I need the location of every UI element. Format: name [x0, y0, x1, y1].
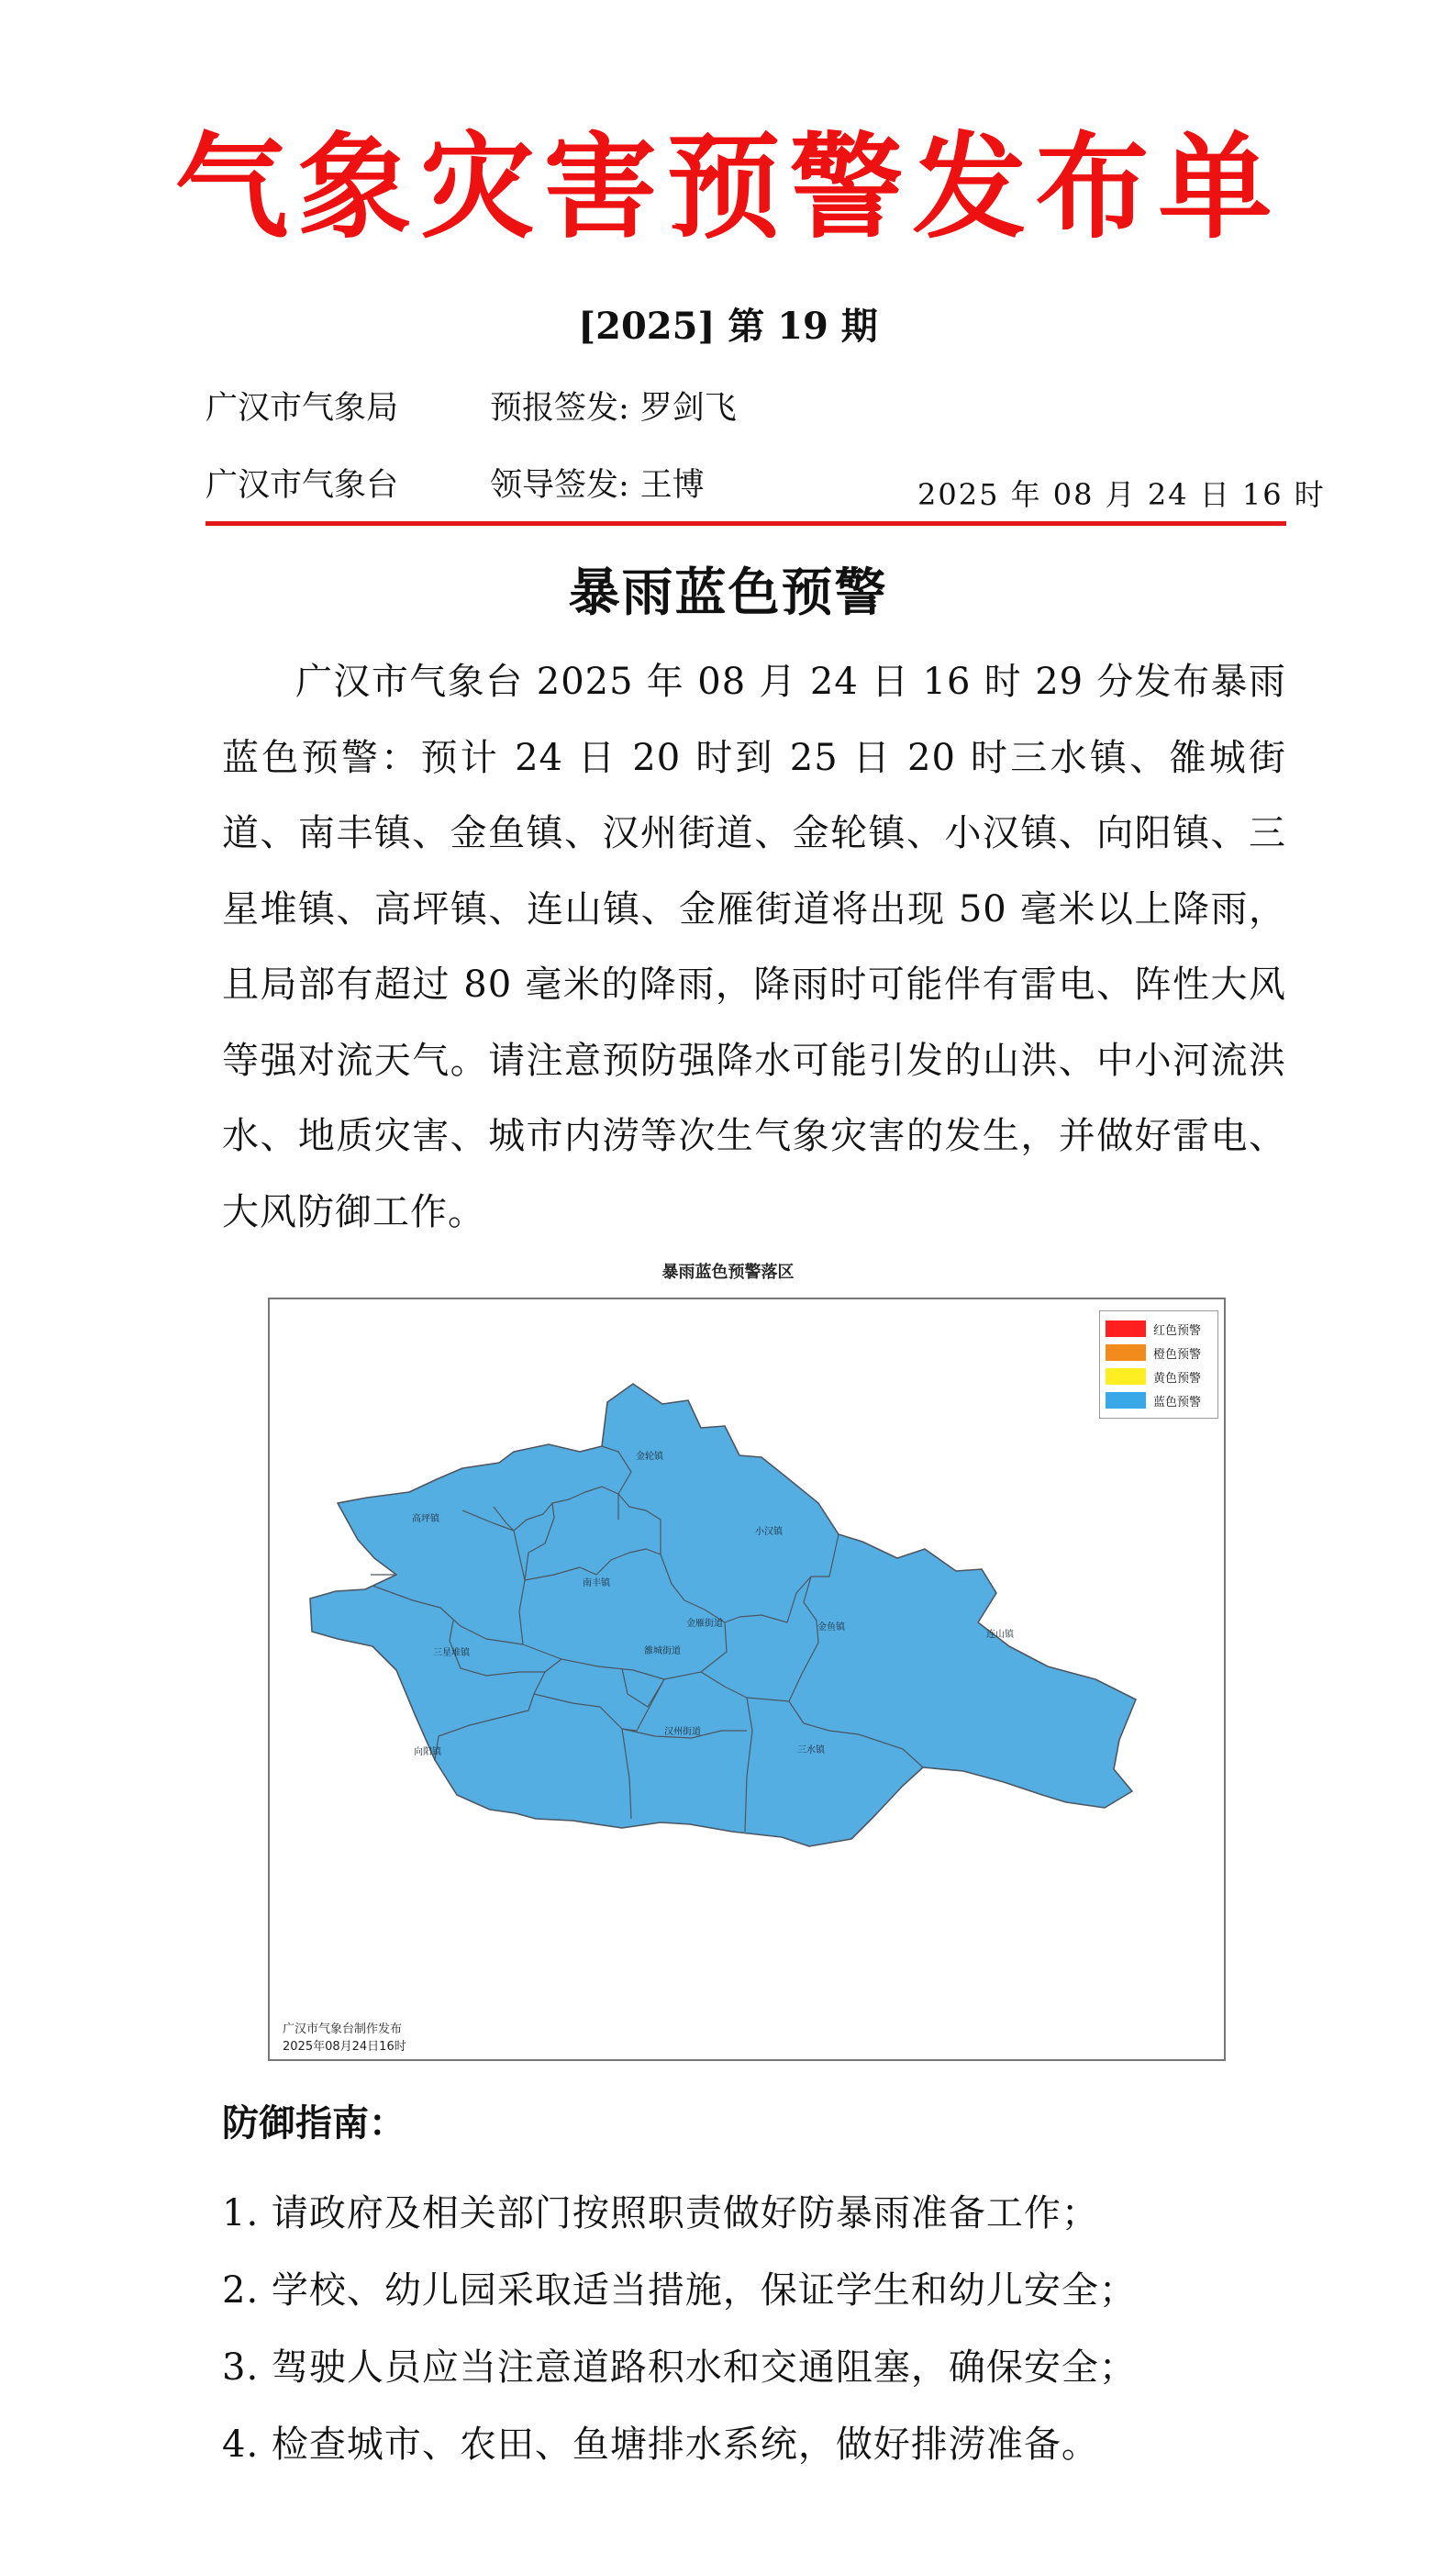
map-region-shapes [310, 1384, 1136, 1846]
region-label-luocheng: 雒城街道 [644, 1646, 681, 1656]
defense-guide-list [222, 2175, 1286, 2483]
map-caption: 暴雨蓝色预警落区 [661, 1263, 795, 1282]
map-credit-publisher: 广汉市气象台制作发布 [283, 2022, 403, 2036]
leader-signer: 王博 [639, 467, 705, 504]
issue-date: 2025 年 08 月 24 日 16 时 [917, 477, 1326, 512]
issuer-bureau: 广汉市气象局 [206, 390, 399, 427]
legend-swatch [1106, 1320, 1146, 1337]
region-label-gaoping: 高坪镇 [412, 1514, 439, 1524]
warning-body: 广汉市气象台 2025 年 08 月 24 日 16 时 29 分发布暴雨蓝色预警：预计 24 日 20 时到 25 日 20 时三水镇、雒城街道、南丰镇、金鱼镇、汉州街道、金轮镇、小汉镇、向阳镇、三星堆镇、高坪镇、连山镇、金雁街道将出现 50 毫米以上降雨，且局部有超过 80 毫米的降雨，降雨时可能伴有雷电、阵性大风等强对流天气。请注意预防强降水可能引发的山洪、中小河流洪水、地质灾害、城市内涝等次生气象灾害的发生，并做好雷电、大风防御工作。 [222, 661, 1286, 1233]
legend-label: 黄色预警 [1153, 1371, 1202, 1386]
map-credit [283, 2021, 406, 2056]
region-label-sanshui: 三水镇 [797, 1745, 825, 1755]
legend-label: 蓝色预警 [1153, 1395, 1202, 1410]
forecast-sign-label: 预报签发: [490, 390, 629, 427]
map-credit-time: 2025年08月24日16时 [283, 2040, 406, 2054]
county-shape [310, 1384, 1136, 1846]
region-label-jinyan: 金雁街道 [686, 1619, 723, 1629]
guide-item: 3. 驾驶人员应当注意道路积水和交通阻塞，确保安全； [222, 2346, 1137, 2389]
leader-sign-label: 领导签发: [490, 467, 629, 504]
warning-area-map [268, 1298, 1226, 2061]
legend-item [1106, 1341, 1212, 1365]
region-label-jinlun: 金轮镇 [636, 1452, 663, 1462]
guide-item: 1. 请政府及相关部门按照职责做好防暴雨准备工作； [222, 2192, 1099, 2234]
region-label-jinyu: 金鱼镇 [817, 1622, 845, 1632]
legend-swatch [1106, 1392, 1146, 1409]
legend-item [1106, 1388, 1212, 1412]
guide-item: 2. 学校、幼儿园采取适当措施，保证学生和幼儿安全； [222, 2269, 1137, 2312]
region-label-xiangyang: 向阳镇 [414, 1747, 441, 1757]
document-title: 气象灾害预警发布单 [174, 121, 1282, 254]
warning-title: 暴雨蓝色预警 [568, 563, 888, 623]
issue-number: [2025] 第 19 期 [578, 305, 878, 348]
region-label-sanxingdui: 三星堆镇 [433, 1648, 470, 1658]
guide-item: 4. 检查城市、农田、鱼塘排水系统，做好排涝准备。 [222, 2424, 1099, 2466]
legend-swatch [1106, 1344, 1146, 1361]
issuer-observatory: 广汉市气象台 [206, 467, 399, 504]
leader-sign-row [490, 462, 705, 508]
forecast-sign-row [490, 385, 737, 431]
forecast-signer: 罗剑飞 [639, 390, 737, 427]
defense-guide-heading: 防御指南： [222, 2102, 406, 2145]
region-label-nanfeng: 南丰镇 [583, 1578, 610, 1588]
legend-item [1106, 1317, 1212, 1341]
header-divider [206, 521, 1286, 526]
region-label-lianshan: 连山镇 [986, 1630, 1014, 1640]
map-svg [270, 1299, 1224, 2059]
legend-item [1106, 1365, 1212, 1388]
legend-label: 红色预警 [1153, 1323, 1202, 1338]
region-label-xiaohan: 小汉镇 [755, 1527, 783, 1537]
legend-label: 橙色预警 [1153, 1347, 1202, 1362]
legend-swatch [1106, 1368, 1146, 1385]
region-label-hanzhou: 汉州街道 [664, 1727, 701, 1737]
map-legend [1099, 1310, 1218, 1419]
